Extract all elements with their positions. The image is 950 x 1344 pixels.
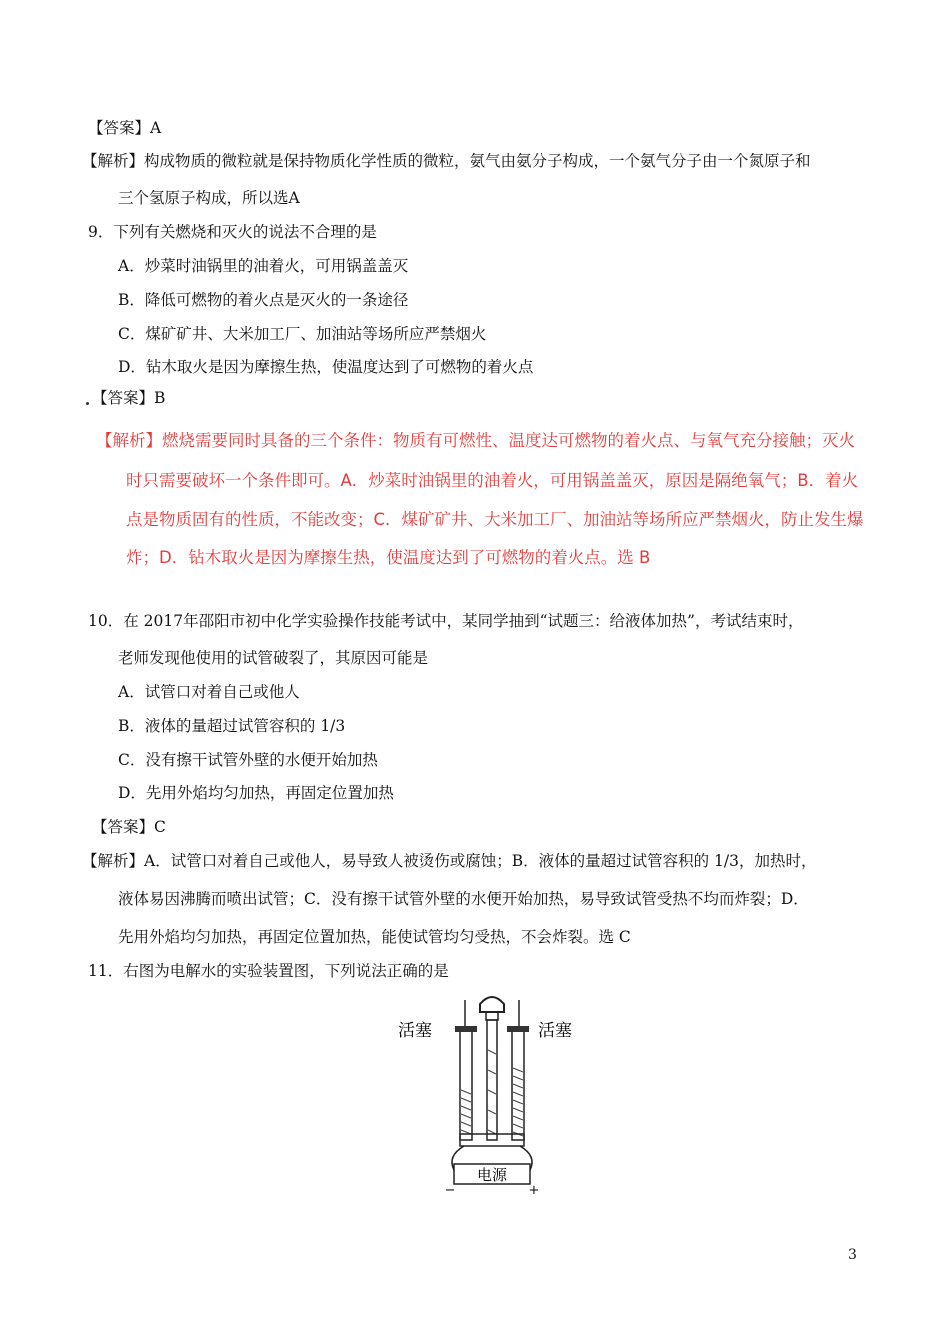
q10-question-line-2: 老师发现他使用的试管破裂了，其原因可能是 [118, 649, 429, 667]
minus-terminal: − [444, 1183, 456, 1195]
q10-analysis-line-3: 先用外焰均匀加热，再固定位置加热，能使试管均匀受热，不会炸裂。选 C [118, 928, 631, 946]
q11-question: 11．右图为电解水的实验装置图，下列说法正确的是 [88, 962, 449, 980]
left-stopcock [455, 1026, 477, 1032]
q9-option-d: D．钻木取火是因为摩擦生热，使温度达到了可燃物的着火点 [118, 358, 534, 376]
q9-option-a: A．炒菜时油锅里的油着火，可用锅盖盖灭 [118, 257, 409, 275]
q10-option-a: A．试管口对着自己或他人 [118, 683, 300, 701]
q10-option-d: D．先用外焰均匀加热，再固定位置加热 [118, 784, 394, 802]
q8-analysis-line-2: 三个氢原子构成，所以选A [118, 189, 300, 207]
q10-answer: 【答案】C [92, 818, 166, 836]
power-label: 电源 [476, 1166, 508, 1184]
reservoir-bulb [480, 997, 504, 1012]
right-tube [512, 1030, 524, 1140]
right-stopcock-label: 活塞 [538, 1021, 572, 1041]
margin-dot [86, 402, 89, 405]
central-tube [487, 1020, 497, 1140]
q10-option-c: C．没有擦干试管外壁的水便开始加热 [118, 751, 378, 769]
left-stopcock-label: 活塞 [398, 1021, 432, 1041]
q9-analysis-line-2: 时只需要破坏一个条件即可。A．炒菜时油锅里的油着火，可用锅盖盖灭，原因是隔绝氧气；B．着火 [126, 471, 859, 490]
right-stopcock [507, 1026, 529, 1032]
q10-analysis-line-2: 液体易因沸腾而喷出试管；C．没有擦干试管外壁的水便开始加热，易导致试管受热不均而炸裂；D． [118, 890, 809, 908]
q10-question-line-1: 10．在 2017年邵阳市初中化学实验操作技能考试中，某同学抽到“试题三：给液体加热”，考试结束时， [88, 612, 804, 630]
page-number: 3 [848, 1247, 857, 1263]
q8-analysis-line-1: 【解析】构成物质的微粒就是保持物质化学性质的微粒，氨气由氨分子构成，一个氨气分子由一个氮原子和 [82, 152, 811, 170]
reservoir-neck [486, 1012, 498, 1020]
q9-option-b: B．降低可燃物的着火点是灭火的一条途径 [118, 291, 409, 309]
q9-analysis-line-3: 点是物质固有的性质，不能改变；C．煤矿矿井、大米加工厂、加油站等场所应严禁烟火，防止发生爆 [126, 510, 864, 529]
q9-answer: 【答案】B [92, 389, 166, 407]
q9-analysis-line-1: 【解析】燃烧需要同时具备的三个条件：物质有可燃性、温度达可燃物的着火点、与氧气充分接触；灭火 [96, 431, 855, 450]
electrolysis-apparatus-figure [392, 990, 592, 1195]
q10-option-b: B．液体的量超过试管容积的 1/3 [118, 717, 346, 735]
q10-analysis-line-1: 【解析】A．试管口对着自己或他人，易导致人被烫伤或腐蚀；B．液体的量超过试管容积的 1/3，加热时， [82, 852, 817, 870]
q8-answer: 【答案】A [88, 119, 162, 137]
q9-question: 9．下列有关燃烧和灭火的说法不合理的是 [88, 223, 377, 241]
q9-option-c: C．煤矿矿井、大米加工厂、加油站等场所应严禁烟火 [118, 325, 487, 343]
plus-terminal: + [528, 1183, 540, 1195]
q9-analysis-line-4: 炸；D．钻木取火是因为摩擦生热，使温度达到了可燃物的着火点。选 B [126, 548, 651, 567]
